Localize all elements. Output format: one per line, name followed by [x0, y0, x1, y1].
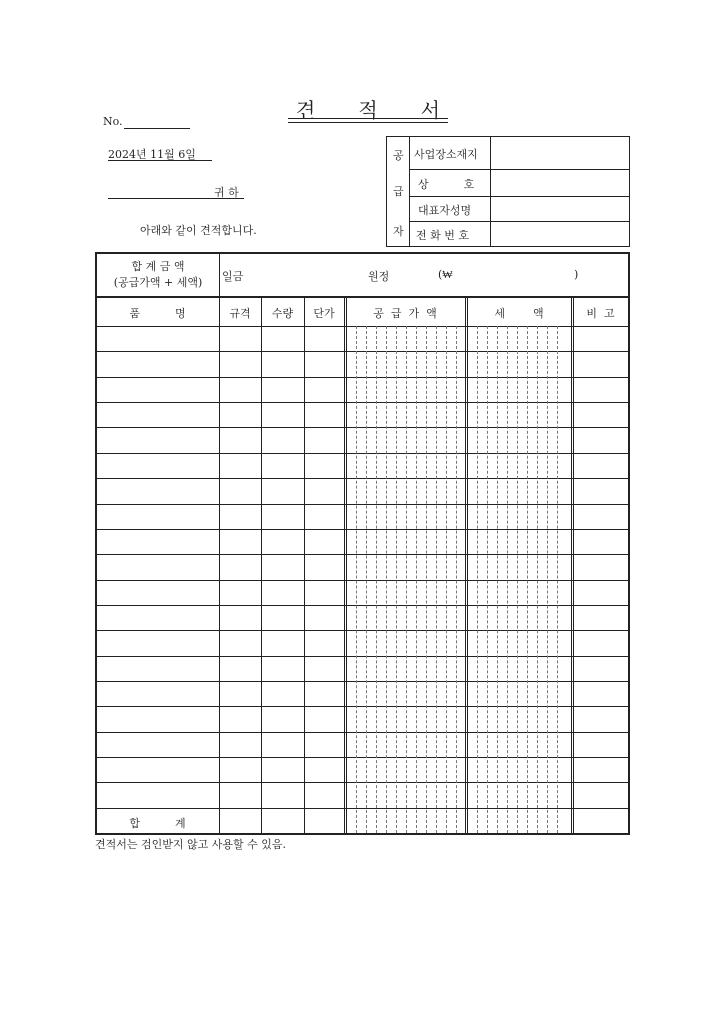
supplier-side-label: 급 — [393, 185, 404, 198]
tax-cell[interactable] — [468, 479, 571, 502]
doc-number-label: No. — [103, 115, 123, 128]
qty-cell[interactable] — [262, 479, 304, 502]
unit-price-cell[interactable] — [305, 631, 344, 654]
digit-column-line — [386, 326, 387, 833]
supply-amount-cell[interactable] — [347, 707, 465, 730]
unit-price-cell[interactable] — [305, 581, 344, 604]
title-underline — [288, 122, 448, 123]
item-name-cell[interactable] — [96, 631, 219, 654]
item-name-cell[interactable] — [96, 428, 219, 451]
remarks-cell[interactable] — [574, 479, 629, 502]
tax-cell[interactable] — [468, 327, 571, 350]
item-name-cell[interactable] — [96, 352, 219, 375]
doc-number-field[interactable] — [124, 128, 190, 129]
total-won: 원정 — [368, 270, 390, 283]
title-char: 적 — [358, 97, 378, 122]
digit-column-line — [376, 326, 377, 833]
remarks-cell[interactable] — [574, 707, 629, 730]
column-line — [344, 297, 345, 833]
qty-cell[interactable] — [262, 352, 304, 375]
supplier-rep-label: 대표자성명 — [418, 204, 472, 217]
tax-cell[interactable] — [468, 352, 571, 375]
item-name-cell[interactable] — [96, 606, 219, 629]
footer-note: 견적서는 검인받지 않고 사용할 수 있음. — [95, 838, 286, 851]
supply-amount-cell[interactable] — [347, 758, 465, 781]
column-line — [465, 297, 466, 833]
digit-column-line — [356, 326, 357, 833]
tax-cell[interactable] — [468, 505, 571, 528]
supply-amount-cell[interactable] — [347, 631, 465, 654]
header-unit-price: 단가 — [313, 307, 335, 320]
supplier-side-label: 자 — [393, 225, 404, 238]
remarks-cell[interactable] — [574, 428, 629, 451]
remarks-cell[interactable] — [574, 403, 629, 426]
tax-cell[interactable] — [468, 403, 571, 426]
qty-cell[interactable] — [262, 454, 304, 477]
header-top-line — [96, 296, 629, 298]
digit-column-line — [537, 326, 538, 833]
tax-cell[interactable] — [468, 555, 571, 578]
sum-qty-cell[interactable] — [262, 809, 304, 832]
spec-cell[interactable] — [220, 505, 261, 528]
qty-cell[interactable] — [262, 657, 304, 680]
item-name-cell[interactable] — [96, 657, 219, 680]
supply-amount-cell[interactable] — [347, 783, 465, 806]
remarks-cell[interactable] — [574, 657, 629, 680]
spec-cell[interactable] — [220, 428, 261, 451]
sum-spec-cell[interactable] — [220, 809, 261, 832]
digit-column-line — [396, 326, 397, 833]
item-name-cell[interactable] — [96, 707, 219, 730]
item-name-cell[interactable] — [96, 733, 219, 756]
supply-amount-cell[interactable] — [347, 606, 465, 629]
unit-price-cell[interactable] — [305, 682, 344, 705]
supply-amount-cell[interactable] — [347, 403, 465, 426]
spec-cell[interactable] — [220, 327, 261, 350]
digit-column-line — [416, 326, 417, 833]
date-underline — [108, 160, 212, 161]
tax-cell[interactable] — [468, 783, 571, 806]
qty-cell[interactable] — [262, 428, 304, 451]
remarks-cell[interactable] — [574, 530, 629, 553]
tax-cell[interactable] — [468, 428, 571, 451]
item-name-cell[interactable] — [96, 581, 219, 604]
total-amount-number-field[interactable] — [460, 256, 570, 294]
spec-cell[interactable] — [220, 581, 261, 604]
spec-cell[interactable] — [220, 631, 261, 654]
remarks-cell[interactable] — [574, 505, 629, 528]
spec-cell[interactable] — [220, 758, 261, 781]
tax-cell[interactable] — [468, 606, 571, 629]
qty-cell[interactable] — [262, 707, 304, 730]
header-spec: 규격 — [229, 307, 251, 320]
sum-tax-cell[interactable] — [468, 809, 571, 832]
total-divider — [219, 254, 220, 296]
tax-cell[interactable] — [468, 682, 571, 705]
unit-price-cell[interactable] — [305, 428, 344, 451]
title-char: 서 — [420, 97, 440, 122]
qty-cell[interactable] — [262, 606, 304, 629]
spec-cell[interactable] — [220, 657, 261, 680]
item-name-cell[interactable] — [96, 555, 219, 578]
total-amount-korean-field[interactable] — [250, 256, 360, 294]
unit-price-cell[interactable] — [305, 657, 344, 680]
item-name-cell[interactable] — [96, 505, 219, 528]
unit-price-cell[interactable] — [305, 378, 344, 401]
date-text: 2024년 11월 6일 — [108, 148, 196, 161]
unit-price-cell[interactable] — [305, 758, 344, 781]
digit-column-line — [477, 326, 478, 833]
supply-amount-cell[interactable] — [347, 505, 465, 528]
supply-amount-cell[interactable] — [347, 581, 465, 604]
tax-cell[interactable] — [468, 454, 571, 477]
column-line — [571, 297, 572, 833]
item-name-cell[interactable] — [96, 378, 219, 401]
unit-price-cell[interactable] — [305, 707, 344, 730]
unit-price-cell[interactable] — [305, 555, 344, 578]
tax-cell[interactable] — [468, 378, 571, 401]
supplier-side-label: 공 — [393, 149, 404, 162]
item-name-cell[interactable] — [96, 783, 219, 806]
qty-cell[interactable] — [262, 783, 304, 806]
tax-cell[interactable] — [468, 530, 571, 553]
remarks-cell[interactable] — [574, 454, 629, 477]
total-label: 합 계 금 액 — [131, 260, 185, 273]
unit-price-cell[interactable] — [305, 733, 344, 756]
supplier-divider — [409, 136, 410, 247]
spec-cell[interactable] — [220, 530, 261, 553]
supply-amount-cell[interactable] — [347, 378, 465, 401]
digit-column-line — [446, 326, 447, 833]
supply-amount-cell[interactable] — [347, 555, 465, 578]
intro-text: 아래와 같이 견적합니다. — [140, 224, 257, 237]
supplier-name-field[interactable] — [491, 170, 629, 196]
unit-price-cell[interactable] — [305, 606, 344, 629]
header-item-name: 품 명 — [129, 307, 186, 320]
digit-column-line — [426, 326, 427, 833]
digit-column-line — [366, 326, 367, 833]
spec-cell[interactable] — [220, 378, 261, 401]
unit-price-cell[interactable] — [305, 530, 344, 553]
item-name-cell[interactable] — [96, 327, 219, 350]
remarks-cell[interactable] — [574, 631, 629, 654]
remarks-cell[interactable] — [574, 758, 629, 781]
digit-column-line — [527, 326, 528, 833]
remarks-cell[interactable] — [574, 555, 629, 578]
qty-cell[interactable] — [262, 555, 304, 578]
digit-column-line — [436, 326, 437, 833]
remarks-cell[interactable] — [574, 352, 629, 375]
title-underline — [288, 118, 448, 119]
header-remarks: 비 고 — [586, 307, 615, 320]
item-name-cell[interactable] — [96, 682, 219, 705]
supply-amount-cell[interactable] — [347, 352, 465, 375]
digit-column-line — [547, 326, 548, 833]
unit-price-cell[interactable] — [305, 479, 344, 502]
spec-cell[interactable] — [220, 733, 261, 756]
item-name-cell[interactable] — [96, 530, 219, 553]
supplier-phone-label: 전 화 번 호 — [416, 229, 469, 242]
spec-cell[interactable] — [220, 606, 261, 629]
supplier-address-label: 사업장소재지 — [414, 148, 478, 161]
spec-cell[interactable] — [220, 352, 261, 375]
supply-amount-cell[interactable] — [347, 327, 465, 350]
sum-supply-amount-cell[interactable] — [347, 809, 465, 832]
digit-column-line — [456, 326, 457, 833]
spec-cell[interactable] — [220, 682, 261, 705]
digit-column-line — [497, 326, 498, 833]
tax-cell[interactable] — [468, 581, 571, 604]
spec-cell[interactable] — [220, 403, 261, 426]
qty-cell[interactable] — [262, 530, 304, 553]
spec-cell[interactable] — [220, 555, 261, 578]
unit-price-cell[interactable] — [305, 327, 344, 350]
item-name-cell[interactable] — [96, 403, 219, 426]
spec-cell[interactable] — [220, 783, 261, 806]
qty-cell[interactable] — [262, 682, 304, 705]
total-paren-open: (₩ — [438, 268, 453, 281]
supply-amount-cell[interactable] — [347, 682, 465, 705]
supply-amount-cell[interactable] — [347, 530, 465, 553]
supply-amount-cell[interactable] — [347, 428, 465, 451]
qty-cell[interactable] — [262, 758, 304, 781]
digit-column-line — [557, 326, 558, 833]
header-qty: 수량 — [271, 307, 294, 320]
digit-column-line — [517, 326, 518, 833]
item-name-cell[interactable] — [96, 479, 219, 502]
tax-cell[interactable] — [468, 657, 571, 680]
unit-price-cell[interactable] — [305, 352, 344, 375]
tax-cell[interactable] — [468, 733, 571, 756]
total-paren-close: ) — [574, 268, 579, 281]
title-char: 견 — [296, 97, 316, 122]
remarks-cell[interactable] — [574, 733, 629, 756]
remarks-cell[interactable] — [574, 378, 629, 401]
qty-cell[interactable] — [262, 327, 304, 350]
qty-cell[interactable] — [262, 733, 304, 756]
spec-cell[interactable] — [220, 707, 261, 730]
unit-price-cell[interactable] — [305, 505, 344, 528]
total-prefix: 일금 — [222, 270, 244, 283]
header-tax: 세 액 — [494, 307, 544, 320]
qty-cell[interactable] — [262, 505, 304, 528]
tax-cell[interactable] — [468, 707, 571, 730]
supply-amount-cell[interactable] — [347, 657, 465, 680]
spec-cell[interactable] — [220, 479, 261, 502]
total-label-sub: (공급가액 + 세액) — [113, 276, 203, 289]
sum-unit-price-cell[interactable] — [305, 809, 344, 832]
supply-amount-cell[interactable] — [347, 733, 465, 756]
qty-cell[interactable] — [262, 403, 304, 426]
unit-price-cell[interactable] — [305, 783, 344, 806]
supplier-address-field[interactable] — [491, 137, 629, 169]
header-supply-amount: 공 급 가 액 — [373, 307, 437, 320]
supplier-phone-field[interactable] — [491, 222, 629, 246]
supply-amount-cell[interactable] — [347, 479, 465, 502]
item-name-cell[interactable] — [96, 758, 219, 781]
unit-price-cell[interactable] — [305, 403, 344, 426]
supplier-name-label: 상 호 — [418, 178, 475, 191]
remarks-cell[interactable] — [574, 327, 629, 350]
qty-cell[interactable] — [262, 631, 304, 654]
unit-price-cell[interactable] — [305, 454, 344, 477]
recipient-field[interactable] — [108, 198, 244, 199]
sum-row-label: 합 계 — [129, 817, 186, 830]
remarks-cell[interactable] — [574, 606, 629, 629]
recipient-suffix: 귀 하 — [214, 186, 239, 199]
digit-column-line — [487, 326, 488, 833]
qty-cell[interactable] — [262, 378, 304, 401]
remarks-cell[interactable] — [574, 682, 629, 705]
supplier-rep-field[interactable] — [491, 197, 629, 221]
remarks-cell[interactable] — [574, 581, 629, 604]
digit-column-line — [507, 326, 508, 833]
digit-column-line — [406, 326, 407, 833]
supply-amount-cell[interactable] — [347, 454, 465, 477]
item-name-cell[interactable] — [96, 454, 219, 477]
sum-remarks-cell[interactable] — [574, 809, 629, 832]
spec-cell[interactable] — [220, 454, 261, 477]
qty-cell[interactable] — [262, 581, 304, 604]
remarks-cell[interactable] — [574, 783, 629, 806]
tax-cell[interactable] — [468, 631, 571, 654]
tax-cell[interactable] — [468, 758, 571, 781]
